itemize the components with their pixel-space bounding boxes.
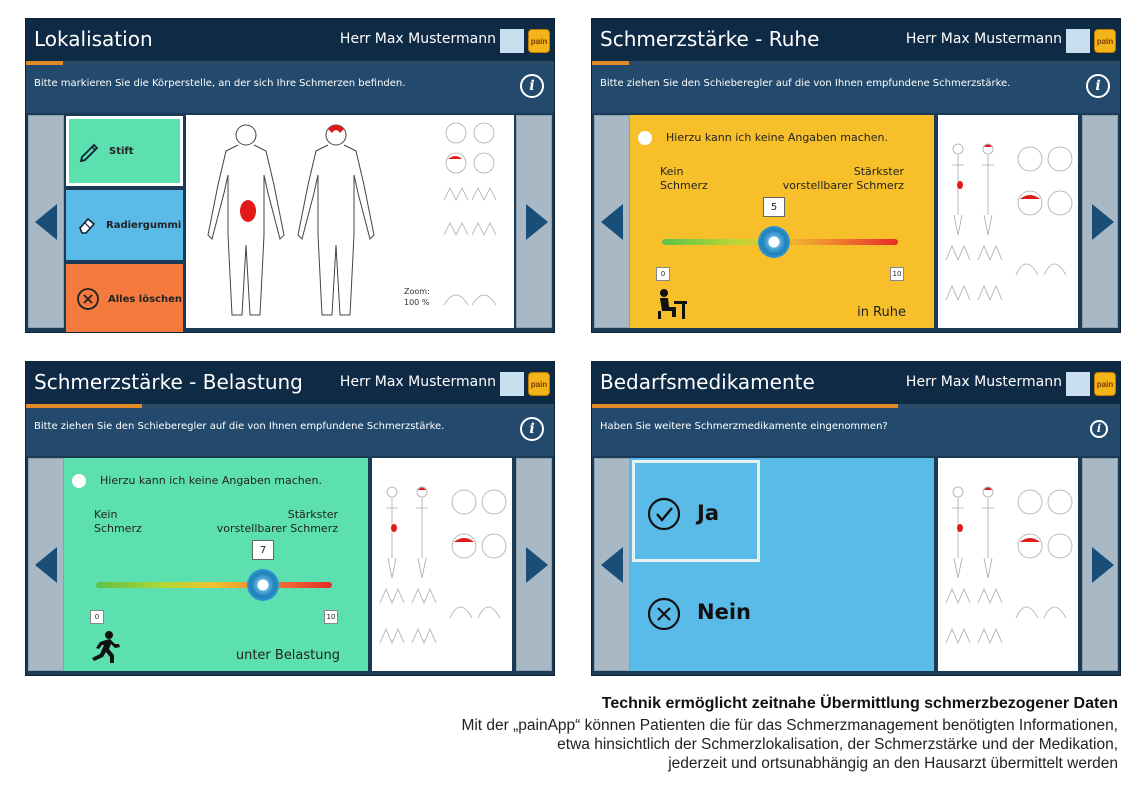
- close-circle-icon: [76, 287, 100, 311]
- arrow-left-icon: [601, 204, 623, 240]
- screen-title: Bedarfsmedikamente: [600, 370, 815, 394]
- next-button[interactable]: [1082, 458, 1118, 671]
- slider-value-tooltip: 5: [763, 197, 785, 217]
- next-button[interactable]: [1082, 115, 1118, 328]
- body-thumbnails: [372, 458, 512, 671]
- caption-line: Mit der „painApp“ können Patienten die für das Schmerzmanagement benötigten Informationen,: [461, 717, 1118, 734]
- max-label-line1: Stärkster: [287, 508, 338, 521]
- prev-button[interactable]: [28, 115, 64, 328]
- arrow-right-icon: [1092, 547, 1114, 583]
- no-button[interactable]: [632, 568, 792, 658]
- avatar[interactable]: [500, 29, 524, 53]
- slider-card: [630, 115, 934, 328]
- caption-heading: Technik ermöglicht zeitnahe Übermittlung schmerzbezogener Daten: [601, 695, 1118, 712]
- instruction-bar: [26, 65, 554, 113]
- header: [592, 362, 1120, 404]
- pencil-icon: [79, 140, 101, 162]
- panel-lokalisation: [25, 18, 555, 333]
- info-icon[interactable]: i: [1090, 420, 1108, 438]
- pain-logo: pain: [1094, 372, 1116, 396]
- clear-all-button[interactable]: [66, 264, 183, 333]
- info-icon[interactable]: i: [520, 74, 544, 98]
- instruction-text: Bitte markieren Sie die Körperstelle, an der sich Ihre Schmerzen befinden.: [34, 78, 406, 89]
- prev-button[interactable]: [594, 115, 630, 328]
- user-name: Herr Max Mustermann: [339, 31, 496, 47]
- instruction-bar: [592, 65, 1120, 113]
- zoom-label: Zoom:: [404, 287, 430, 296]
- header: [26, 19, 554, 61]
- arrow-left-icon: [35, 547, 57, 583]
- min-label-line1: Kein: [94, 508, 118, 521]
- thumbnail-panel: [938, 458, 1078, 671]
- mode-label: unter Belastung: [235, 648, 340, 663]
- next-button[interactable]: [516, 458, 552, 671]
- max-label-line2: vorstellbarer Schmerz: [216, 522, 338, 535]
- eraser-icon: [76, 214, 98, 236]
- min-label-line1: Kein: [660, 165, 684, 178]
- running-person-icon: [88, 630, 122, 664]
- yes-button[interactable]: [632, 460, 760, 562]
- panel-schmerz-belastung: [25, 361, 555, 676]
- body-thumbnails: [938, 458, 1078, 671]
- arrow-left-icon: [601, 547, 623, 583]
- yes-label: Ja: [697, 501, 719, 525]
- eraser-tool-button[interactable]: [66, 190, 183, 260]
- no-answer-radio[interactable]: [638, 131, 652, 145]
- caption-line: etwa hinsichtlich der Schmerzlokalisation, der Schmerzstärke und der Medikation,: [557, 736, 1118, 753]
- pain-logo: pain: [1094, 29, 1116, 53]
- tool-label: Radiergummi: [106, 219, 182, 231]
- prev-button[interactable]: [594, 458, 630, 671]
- no-answer-label: Hierzu kann ich keine Angaben machen.: [666, 131, 888, 144]
- check-circle-icon: [647, 497, 681, 531]
- slider-max-tick: 10: [324, 610, 338, 624]
- info-icon[interactable]: i: [1086, 74, 1110, 98]
- next-button[interactable]: [516, 115, 552, 328]
- no-answer-label: Hierzu kann ich keine Angaben machen.: [100, 474, 322, 487]
- avatar[interactable]: [1066, 29, 1090, 53]
- instruction-text: Haben Sie weitere Schmerzmedikamente eingenommen?: [600, 421, 888, 432]
- zoom-value: 100 %: [404, 298, 430, 307]
- no-label: Nein: [697, 600, 751, 624]
- user-name: Herr Max Mustermann: [905, 374, 1062, 390]
- figure-caption: [461, 695, 1118, 773]
- instruction-text: Bitte ziehen Sie den Schieberegler auf die von Ihnen empfundene Schmerzstärke.: [34, 421, 445, 432]
- close-circle-icon: [647, 597, 681, 631]
- screen-title: Schmerzstärke - Belastung: [34, 370, 303, 394]
- slider-knob[interactable]: [758, 226, 790, 258]
- slider-max-tick: 10: [890, 267, 904, 281]
- pain-logo: pain: [528, 372, 550, 396]
- arrow-right-icon: [526, 547, 548, 583]
- tool-label: Stift: [109, 145, 134, 157]
- avatar[interactable]: [1066, 372, 1090, 396]
- prev-button[interactable]: [28, 458, 64, 671]
- min-label-line2: Schmerz: [660, 179, 708, 192]
- mode-label: in Ruhe: [857, 305, 906, 320]
- arrow-right-icon: [1092, 204, 1114, 240]
- max-label-line2: vorstellbarer Schmerz: [782, 179, 904, 192]
- info-icon[interactable]: i: [520, 417, 544, 441]
- pain-logo: pain: [528, 29, 550, 53]
- slider-track[interactable]: [96, 582, 332, 588]
- pen-tool-button[interactable]: [66, 116, 183, 186]
- thumbnail-panel: [372, 458, 512, 671]
- slider-card: [64, 458, 368, 671]
- arrow-right-icon: [526, 204, 548, 240]
- user-name: Herr Max Mustermann: [339, 374, 496, 390]
- slider-knob[interactable]: [247, 569, 279, 601]
- header: [592, 19, 1120, 61]
- instruction-text: Bitte ziehen Sie den Schieberegler auf die von Ihnen empfundene Schmerzstärke.: [600, 78, 1011, 89]
- slider-min-tick: 0: [90, 610, 104, 624]
- sitting-person-icon: [654, 287, 688, 321]
- min-label-line2: Schmerz: [94, 522, 142, 535]
- max-label-line1: Stärkster: [853, 165, 904, 178]
- screen-title: Schmerzstärke - Ruhe: [600, 27, 820, 51]
- avatar[interactable]: [500, 372, 524, 396]
- user-name: Herr Max Mustermann: [905, 31, 1062, 47]
- panel-bedarfsmedikamente: [591, 361, 1121, 676]
- arrow-left-icon: [35, 204, 57, 240]
- no-answer-radio[interactable]: [72, 474, 86, 488]
- body-thumbnails: [938, 115, 1078, 328]
- thumbnail-panel: [938, 115, 1078, 328]
- body-outline-figures: [186, 115, 514, 328]
- instruction-bar: [592, 408, 1120, 456]
- slider-value-tooltip: 7: [252, 540, 274, 560]
- caption-line: jederzeit und ortsunabhängig an den Hausarzt übermittelt werden: [668, 755, 1118, 772]
- panel-schmerz-ruhe: [591, 18, 1121, 333]
- slider-min-tick: 0: [656, 267, 670, 281]
- answer-card: [630, 458, 934, 671]
- header: [26, 362, 554, 404]
- tool-label: Alles löschen: [108, 293, 183, 305]
- screen-title: Lokalisation: [34, 27, 153, 51]
- instruction-bar: [26, 408, 554, 456]
- body-map-canvas[interactable]: [186, 115, 514, 328]
